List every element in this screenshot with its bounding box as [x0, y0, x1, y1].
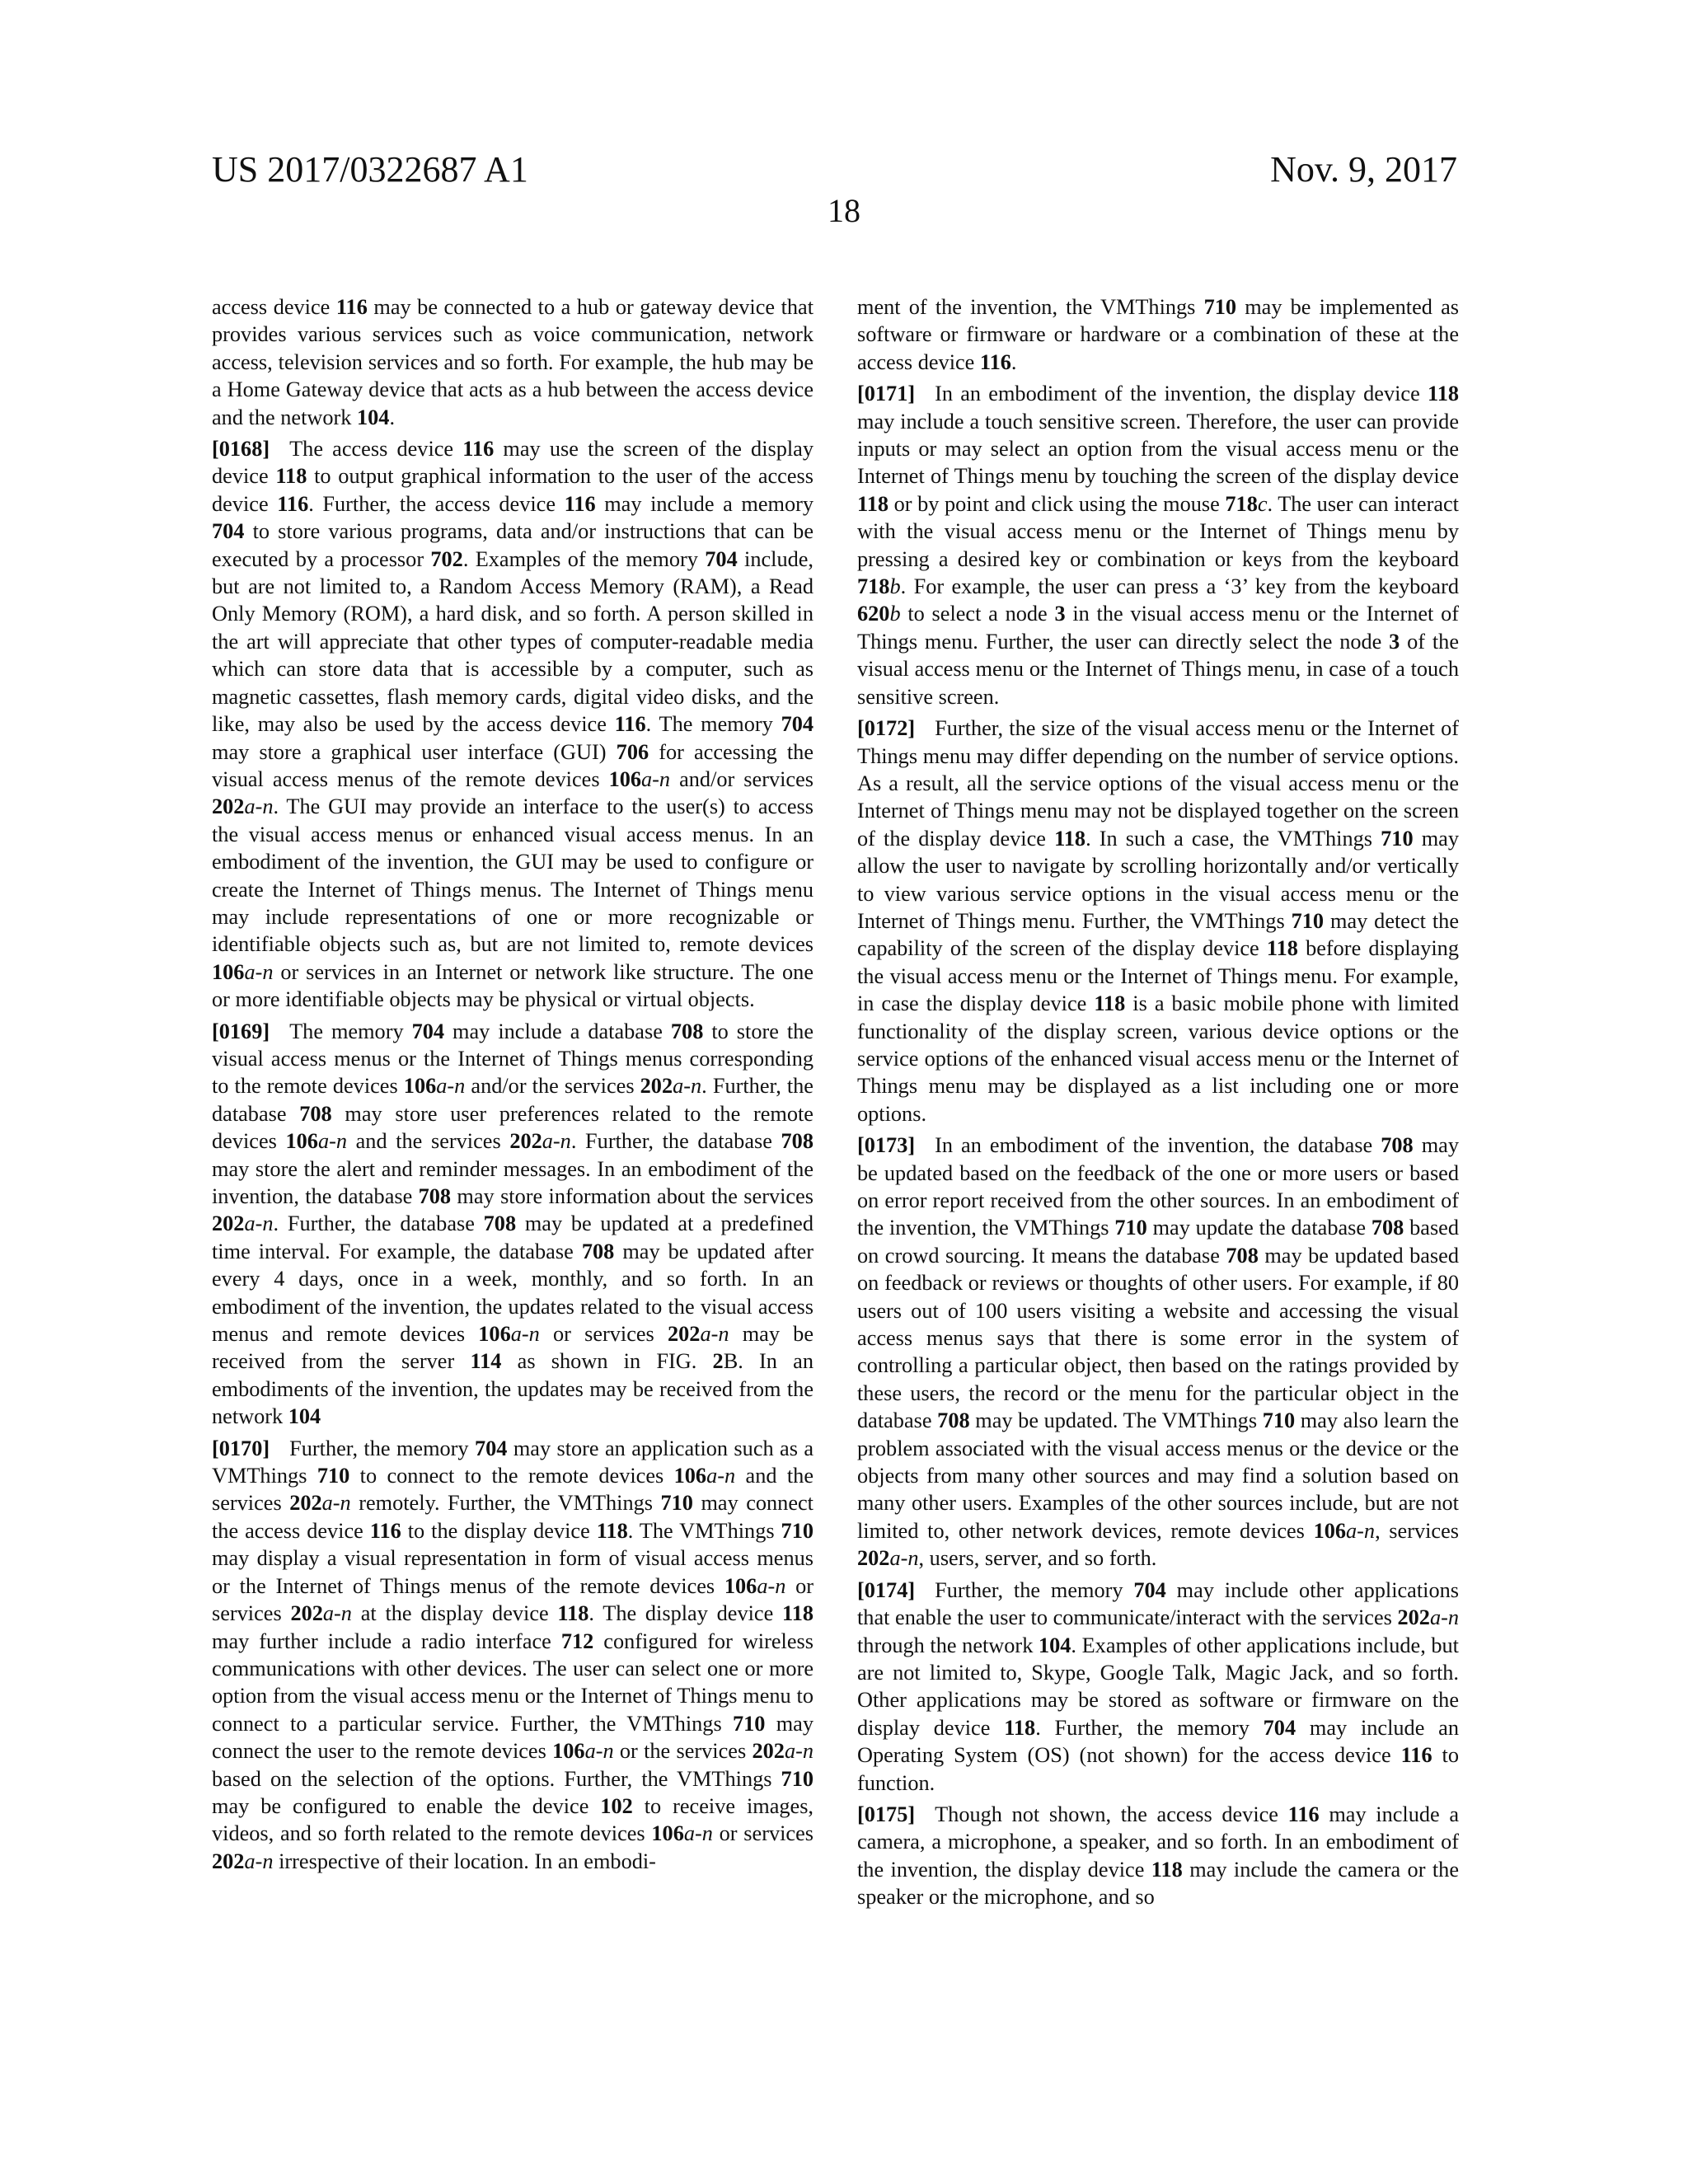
paragraph-0171	[857, 380, 1459, 710]
paragraph-number: [0174]	[857, 1577, 916, 1602]
paragraph-number: [0173]	[857, 1133, 916, 1158]
paragraph-0172	[857, 715, 1459, 1127]
paragraph-text: The memory 704 may include a database 708 to store the visual access menus or the Internet of Things menus corresponding to the remote devices 106a-n and/or the services 202a-n. Further, the database 708 may store user preferences related to the remote devices 106a-n and the services 202a-n. Further, the database 708 may store the alert and reminder messages. In an embodiment of the invention, the database 708 may store information about the services 202a-n. Further, the database 708 may be updated at a predefined time interval. For example, the database 708 may be updated after every 4 days, once in a week, monthly, and so forth. In an embodiment of the invention, the updates related to the visual access menus and remote devices 106a-n or services 202a-n may be received from the server 114 as shown in FIG. 2B. In an embodiments of the invention, the updates may be received from the network 104	[212, 1019, 814, 1429]
paragraph-continued	[857, 293, 1459, 376]
paragraph-text: Further, the size of the visual access menu or the Internet of Things menu may differ depending on the number of service options. As a result, all the service options of the visual access menu or the Internet of Things menu may not be displayed together on the screen of the display device 118. In such a case, the VMThings 710 may allow the user to navigate by scrolling horizontally and/or vertically to view various service options in the visual access menu or the Internet of Things menu. Further, the VMThings 710 may detect the capability of the screen of the display device 118 before displaying the visual access menu or the Internet of Things menu. For example, in case the display device 118 is a basic mobile phone with limited functionality of the display screen, various device options or the service options of the enhanced visual access menu or the Internet of Things menu may be displayed as a list including one or more options.	[857, 716, 1459, 1126]
paragraph-0169	[212, 1018, 814, 1431]
publication-number: US 2017/0322687 A1	[212, 149, 528, 190]
publication-date: Nov. 9, 2017	[1270, 149, 1457, 190]
paragraph-text: In an embodiment of the invention, the display device 118 may include a touch sensitive screen. Therefore, the user can provide inputs or may select an option from the visual access menu or the Internet of Things menu by touching the screen of the display device 118 or by point and click using the mouse 718c. The user can interact with the visual access menu or the Internet of Things menu by pressing a desired key or combination or keys from the keyboard 718b. For example, the user can press a ‘3’ key from the keyboard 620b to select a node 3 in the visual access menu or the Internet of Things menu. Further, the user can directly select the node 3 of the visual access menu or the Internet of Things menu, in case of a touch sensitive screen.	[857, 382, 1459, 709]
paragraph-text: In an embodiment of the invention, the database 708 may be updated based on the feedback of the one or more users or based on error report received from the other sources. In an embodiment of the invention, the VMThings 710 may update the database 708 based on crowd sourcing. It means the database 708 may be updated based on feedback or reviews or thoughts of other users. For example, if 80 users out of 100 users visiting a website and accessing the visual access menus says that there is some error in the system of controlling a particular object, then based on the ratings provided by these users, the record or the menu for the particular object in the database 708 may be updated. The VMThings 710 may also learn the problem associated with the visual access menus or the device or the objects from many other sources and may find a solution based on many other users. Examples of the other sources include, but are not limited to, other network devices, remote devices 106a-n, services 202a-n, users, server, and so forth.	[857, 1133, 1459, 1571]
paragraph-0174	[857, 1577, 1459, 1797]
page-number: 18	[828, 192, 860, 229]
paragraph-continued	[212, 293, 814, 431]
paragraph-number: [0168]	[212, 437, 270, 462]
paragraph-text: Further, the memory 704 may store an application such as a VMThings 710 to connect to the remote devices 106a-n and the services 202a-n remotely. Further, the VMThings 710 may connect the access device 116 to the display device 118. The VMThings 710 may display a visual representation in form of visual access menus or the Internet of Things menus of the remote devices 106a-n or services 202a-n at the display device 118. The display device 118 may further include a radio interface 712 configured for wireless communications with other devices. The user can select one or more option from the visual access menu or the Internet of Things menu to connect to a particular service. Further, the VMThings 710 may connect the user to the remote devices 106a-n or the services 202a-n based on the selection of the options. Further, the VMThings 710 may be configured to enable the device 102 to receive images, videos, and so forth related to the remote devices 106a-n or services 202a-n irrespective of their location. In an embodi-	[212, 1436, 814, 1873]
paragraph-text: access device 116 may be connected to a hub or gateway device that provides various services such as voice communication, network access, television services and so forth. For example, the hub may be a Home Gateway device that acts as a hub between the access device and the network 104.	[212, 295, 814, 429]
paragraph-0173	[857, 1132, 1459, 1572]
paragraph-0175	[857, 1801, 1459, 1911]
paragraph-text: Though not shown, the access device 116 may include a camera, a microphone, a speaker, and so forth. In an embodiment of the invention, the display device 118 may include the camera or the speaker or the microphone, and so	[857, 1802, 1459, 1910]
paragraph-number: [0175]	[857, 1802, 916, 1826]
paragraph-0168	[212, 435, 814, 1014]
paragraph-number: [0171]	[857, 382, 916, 406]
paragraph-number: [0169]	[212, 1019, 270, 1043]
left-column	[212, 293, 814, 1879]
right-column	[857, 293, 1459, 1915]
paragraph-text: ment of the invention, the VMThings 710 may be implemented as software or firmware or hardware or a combination of these at the access device 116.	[857, 295, 1459, 374]
paragraph-0170	[212, 1435, 814, 1876]
paragraph-text: Further, the memory 704 may include other applications that enable the user to communicate/interact with the services 202a-n through the network 104. Examples of other applications include, but are not limited to, Skype, Google Talk, Magic Jack, and so forth. Other applications may be stored as software or firmware on the display device 118. Further, the memory 704 may include an Operating System (OS) (not shown) for the access device 116 to function.	[857, 1577, 1459, 1795]
paragraph-text: The access device 116 may use the screen of the display device 118 to output graphical information to the user of the access device 116. Further, the access device 116 may include a memory 704 to store various programs, data and/or instructions that can be executed by a processor 702. Examples of the memory 704 include, but are not limited to, a Random Access Memory (RAM), a Read Only Memory (ROM), a hard disk, and so forth. A person skilled in the art will appreciate that other types of computer-readable media which can store data that is accessible by a computer, such as magnetic cassettes, flash memory cards, digital video disks, and the like, may also be used by the access device 116. The memory 704 may store a graphical user interface (GUI) 706 for accessing the visual access menus of the remote devices 106a-n and/or services 202a-n. The GUI may provide an interface to the user(s) to access the visual access menus or enhanced visual access menus. In an embodiment of the invention, the GUI may be used to configure or create the Internet of Things menus. The Internet of Things menu may include representations of one or more recognizable or identifiable objects such as, but are not limited to, remote devices 106a-n or services in an Internet or network like structure. The one or more identifiable objects may be physical or virtual objects.	[212, 437, 814, 1012]
paragraph-number: [0170]	[212, 1436, 270, 1460]
paragraph-number: [0172]	[857, 716, 916, 741]
